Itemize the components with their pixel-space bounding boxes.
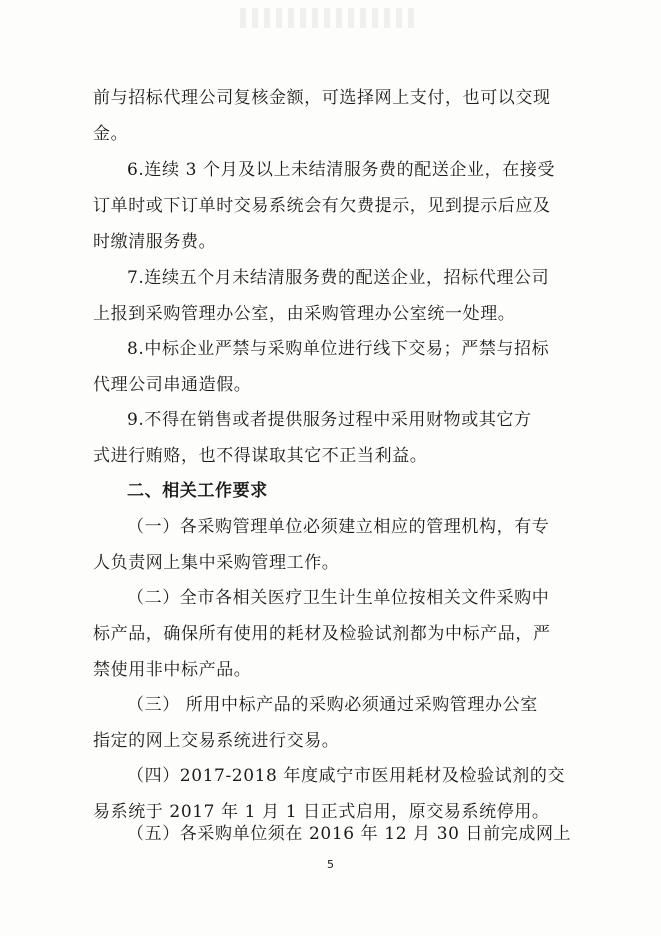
text-line: 代理公司串通造假。 bbox=[93, 375, 252, 395]
text-line: 人负责网上集中采购管理工作。 bbox=[93, 553, 340, 573]
text-line: （三） 所用中标产品的采购必须通过采购管理办公室 bbox=[127, 695, 538, 715]
text-line: 标产品，确保所有使用的耗材及检验试剂都为中标产品，严 bbox=[93, 624, 551, 644]
text-line: （五）各采购单位须在 2016 年 12 月 30 日前完成网上 bbox=[127, 824, 572, 844]
text-line: （二）全市各相关医疗卫生计生单位按相关文件采购中 bbox=[127, 588, 550, 608]
paragraph-item-8 bbox=[93, 331, 583, 403]
text-line: 上报到采购管理办公室，由采购管理办公室统一处理。 bbox=[93, 304, 516, 324]
text-line: 7.连续五个月未结清服务费的配送企业，招标代理公司 bbox=[127, 268, 550, 288]
text-line: 禁使用非中标产品。 bbox=[93, 660, 252, 680]
paragraph-requirement-3 bbox=[93, 687, 583, 759]
paragraph-requirement-2 bbox=[93, 580, 583, 688]
text-line: （四）2017-2018 年度咸宁市医用耗材及检验试剂的交 bbox=[127, 766, 566, 786]
text-line: 指定的网上交易系统进行交易。 bbox=[93, 731, 340, 751]
text-line: （一）各采购管理单位必须建立相应的管理机构，有专 bbox=[127, 517, 550, 537]
paragraph-item-7 bbox=[93, 260, 583, 332]
text-line: 9.不得在销售或者提供服务过程中采用财物或其它方 bbox=[127, 410, 532, 430]
text-line: 前与招标代理公司复核金额，可选择网上支付，也可以交现 bbox=[93, 88, 551, 108]
paragraph-payment-continued bbox=[93, 80, 583, 152]
text-line: 时缴清服务费。 bbox=[93, 232, 217, 252]
page-number: 5 bbox=[327, 858, 334, 871]
text-line: 6.连续 3 个月及以上未结清服务费的配送企业，在接受 bbox=[127, 160, 556, 180]
text-line: 8.中标企业严禁与采购单位进行线下交易；严禁与招标 bbox=[127, 339, 550, 359]
paragraph-requirement-5 bbox=[93, 816, 583, 852]
paragraph-item-9 bbox=[93, 402, 583, 474]
text-line: 式进行贿赂，也不得谋取其它不正当利益。 bbox=[93, 446, 428, 466]
text-line: 易系统于 2017 年 1 月 1 日正式启用，原交易系统停用。 bbox=[93, 802, 550, 822]
faint-header-mark bbox=[240, 8, 420, 28]
paragraph-item-6 bbox=[93, 152, 583, 260]
section-heading bbox=[93, 473, 583, 509]
paragraph-requirement-1 bbox=[93, 509, 583, 581]
heading-text: 二、相关工作要求 bbox=[127, 481, 268, 501]
text-line: 订单时或下订单时交易系统会有欠费提示，见到提示后应及 bbox=[93, 196, 551, 216]
text-line: 金。 bbox=[93, 124, 129, 144]
